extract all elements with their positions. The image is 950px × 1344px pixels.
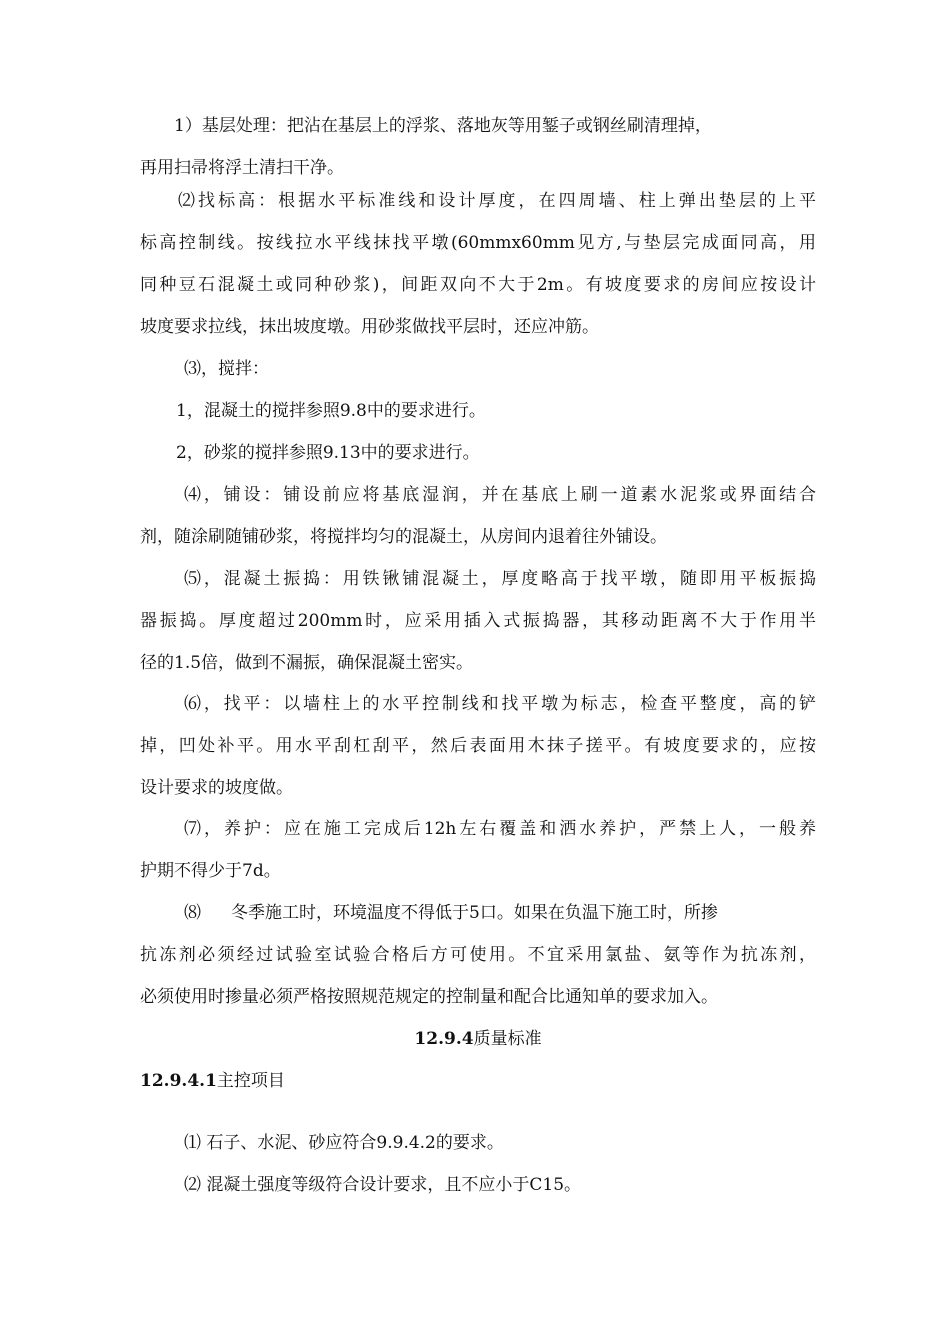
text-segment: 冬季施工时，环境温度不得低于5口。如果在负温下施工时，所掺: [231, 903, 718, 923]
text-line: ⑵找标高：根据水平标准线和设计厚度，在四周墙、柱上弹出垫层的上平: [178, 191, 816, 211]
text-line: ⑸，混凝土振捣：用铁锹铺混凝土，厚度略高于找平墩，随即用平板振捣: [184, 569, 816, 589]
paragraph-leveling: [140, 683, 816, 809]
text-line: 掉，凹处补平。用水平刮杠刮平，然后表面用木抹子搓平。有坡度要求的，应按: [140, 736, 816, 756]
paragraph-base-treatment: [140, 105, 816, 189]
text-line: 抗冻剂必须经过试验室试验合格后方可使用。不宜采用氯盐、氨等作为抗冻剂，: [140, 945, 816, 965]
subsection-title: 主控项目: [216, 1071, 285, 1091]
list-item-text: ⑵ 混凝土强度等级符合设计要求，且不应小于C15。: [184, 1175, 582, 1195]
text-line: ⑶，搅拌：: [184, 359, 269, 379]
text-line: ⑺，养护：应在施工完成后12h左右覆盖和洒水养护，严禁上人，一般养: [184, 819, 816, 839]
text-line: 坡度要求拉线，抹出坡度墩。用砂浆做找平层时，还应冲筋。: [140, 317, 599, 337]
text-line: ⑹，找平：以墙柱上的水平控制线和找平墩为标志，检查平整度，高的铲: [184, 694, 816, 714]
paragraph-vibration: [140, 558, 816, 684]
paragraph-laying: [140, 474, 816, 558]
text-line: ⑷，铺设：铺设前应将基底湿润，并在基底上刷一道素水泥浆或界面结合: [184, 485, 816, 505]
text-line: 2，砂浆的搅拌参照9.13中的要求进行。: [176, 443, 480, 463]
list-item-text: ⑴ 石子、水泥、砂应符合9.9.4.2的要求。: [184, 1133, 504, 1153]
text-line: 护期不得少于7d。: [140, 861, 281, 881]
list-item: [140, 1122, 816, 1164]
subsection-number: 12.9.4.1: [140, 1071, 217, 1091]
paragraph-curing: [140, 808, 816, 892]
list-item: [140, 1164, 816, 1206]
text-line: 标高控制线。按线拉水平线抹找平墩(60mmx60mm见方,与垫层完成面同高，用: [140, 233, 816, 253]
text-line: [140, 892, 816, 934]
text-line: 必须使用时掺量必须严格按照规范规定的控制量和配合比通知单的要求加入。: [140, 987, 718, 1007]
paragraph-number: ⑻: [184, 903, 201, 923]
section-heading: [140, 1018, 816, 1060]
paragraph-mixing: [140, 348, 816, 390]
text-line: 再用扫帚将浮土清扫干净。: [140, 158, 344, 178]
text-line: 器振捣。厚度超过200mm时，应采用插入式振捣器，其移动距离不大于作用半: [140, 611, 816, 631]
section-title: 质量标准: [473, 1029, 542, 1049]
paragraph-winter-construction: [140, 892, 816, 1018]
text-line: 1）基层处理：把沾在基层上的浮浆、落地灰等用錾子或钢丝刷清理掉，: [174, 116, 712, 136]
paragraph-concrete-mixing: [140, 390, 816, 432]
text-line: 剂，随涂刷随铺砂浆，将搅拌均匀的混凝土，从房间内退着往外铺设。: [140, 527, 667, 547]
section-number: 12.9.4: [414, 1029, 474, 1049]
text-line: 径的1.5倍，做到不漏振，确保混凝土密实。: [140, 653, 474, 673]
subsection-heading: [140, 1060, 816, 1102]
text-line: 1，混凝土的搅拌参照9.8中的要求进行。: [176, 401, 486, 421]
paragraph-mortar-mixing: [140, 432, 816, 474]
paragraph-find-elevation: [140, 180, 816, 348]
text-line: 设计要求的坡度做。: [140, 778, 293, 798]
text-line: 同种豆石混凝土或同种砂浆)，间距双向不大于2m。有坡度要求的房间应按设计: [140, 275, 816, 295]
